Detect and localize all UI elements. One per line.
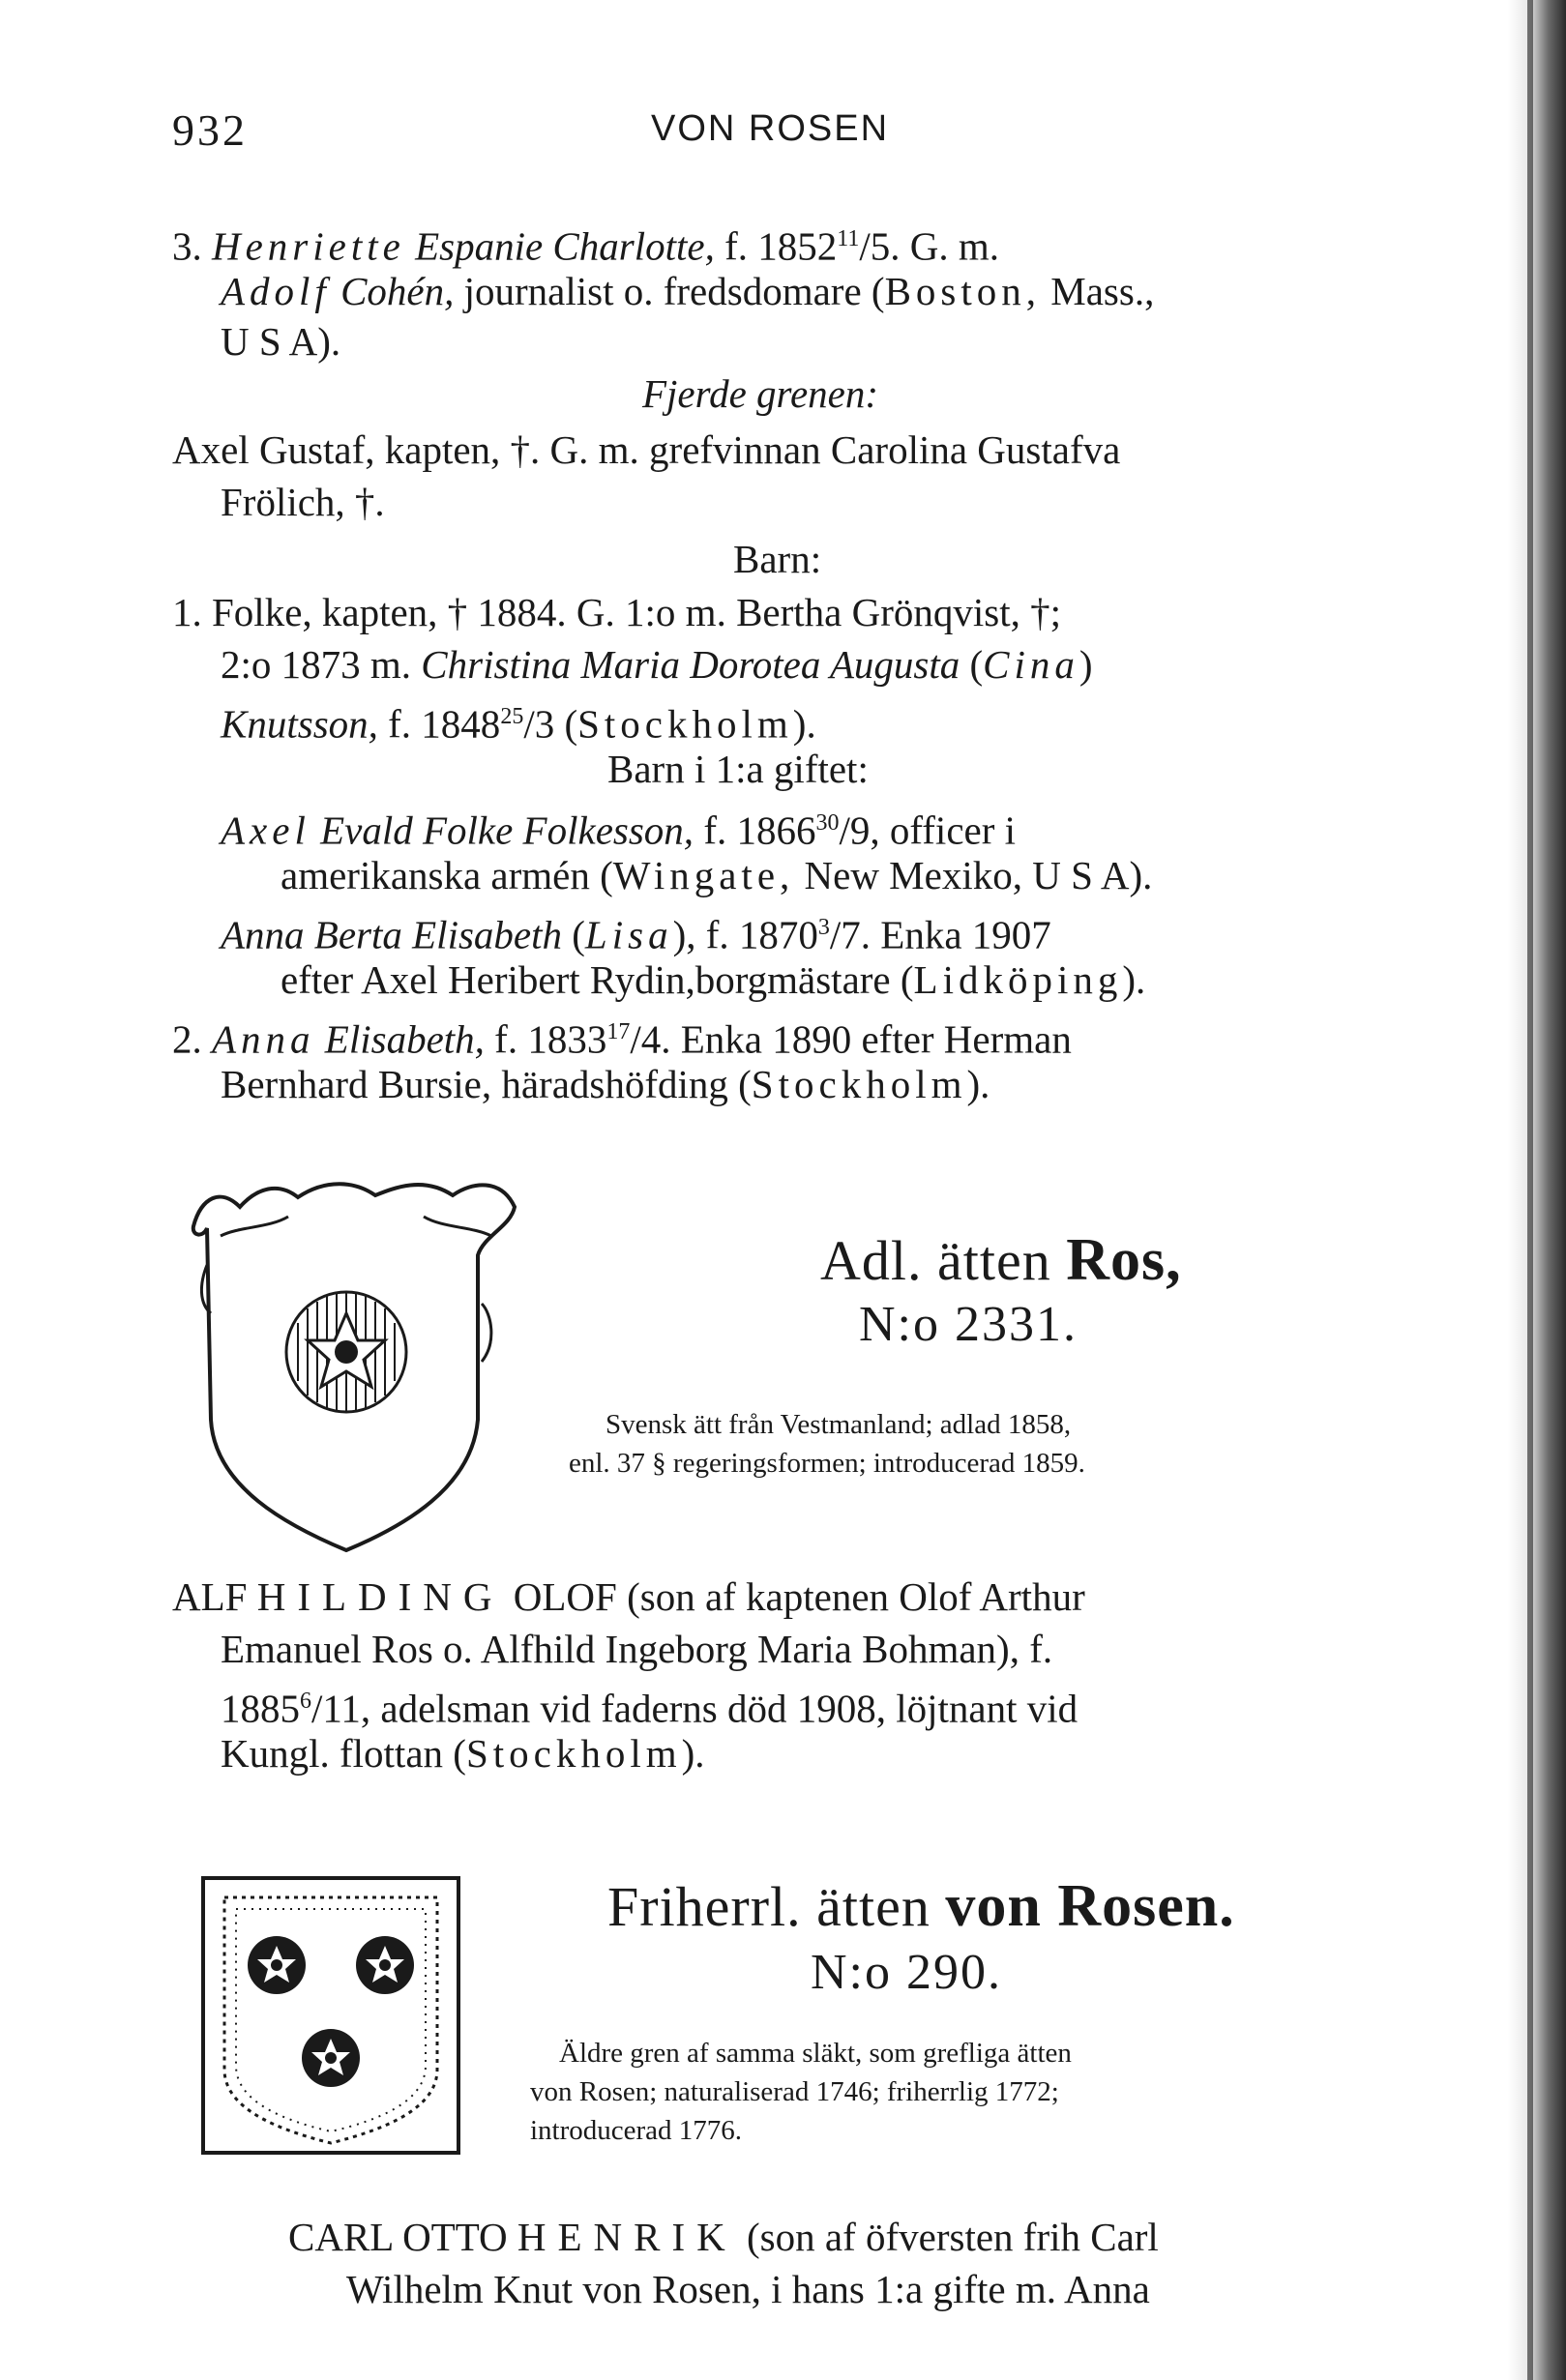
page-header	[172, 104, 1401, 162]
grandchild1-line2: amerikanska armén (Wingate, New Mexiko, U S A).	[281, 853, 1153, 897]
grandchild1-line1: Axel Evald Folke Folkesson, f. 1866$^{30}$/9, officer i	[221, 808, 1017, 853]
child2-line2: Bernhard Bursie, häradshöfding (Stockholm).	[221, 1062, 990, 1106]
entry3-line2: Adolf Cohén, journalist o. fredsdomare (Boston, Mass.,	[221, 269, 1155, 313]
entry3-line3: U S A).	[221, 319, 341, 364]
alf-line3: 1885$^6$/11, adelsman vid faderns död 1908, löjtnant vid	[221, 1686, 1078, 1731]
carl-line2: Wilhelm Knut von Rosen, i hans 1:a gifte m. Anna	[346, 2267, 1150, 2311]
rose-icon	[248, 1936, 414, 2087]
child1-line1: 1. Folke, kapten, † 1884. G. 1:o m. Bertha Grönqvist, †;	[172, 590, 1061, 634]
child1-line2: 2:o 1873 m. Christina Maria Dorotea Augusta (Cina)	[221, 642, 1093, 687]
grandchild2-line1: Anna Berta Elisabeth (Lisa), f. 1870$^3$/7. Enka 1907	[221, 912, 1051, 957]
ros-desc-line2: enl. 37 § regeringsformen; introducerad 1859.	[569, 1448, 1085, 1479]
alf-line2: Emanuel Ros o. Alfhild Ingeborg Maria Bohman), f.	[221, 1627, 1053, 1671]
rose-icon	[286, 1292, 406, 1412]
running-head: VON ROSEN	[651, 108, 890, 149]
children-heading: Barn:	[733, 537, 822, 581]
ros-coat-of-arms	[182, 1168, 532, 1555]
ros-title: Adl. ätten Ros,	[820, 1227, 1182, 1293]
page-number: 932	[172, 105, 248, 155]
book-binding-edge	[1527, 0, 1533, 2380]
rosen-desc-line2: von Rosen; naturaliserad 1746; friherrlig 1772;	[530, 2076, 1059, 2107]
child1-line3: Knutsson, f. 1848$^{25}$/3 (Stockholm).	[221, 701, 816, 747]
child2-line1: 2. Anna Elisabeth, f. 1833$^{17}$/4. Enka 1890 efter Herman	[172, 1016, 1072, 1062]
carl-line1: CARL OTTO HENRIK (son af öfversten frih Carl	[288, 2215, 1159, 2259]
rosen-title: Friherrl. ätten von Rosen.	[607, 1873, 1235, 1939]
rosen-number: N:o 290.	[811, 1945, 1002, 2000]
branch-line2: Frölich, †.	[221, 480, 385, 524]
alf-line1: ALF HILDING OLOF (son af kaptenen Olof Arthur	[172, 1574, 1085, 1619]
branch-heading: Fjerde grenen:	[642, 371, 878, 416]
alf-line4: Kungl. flottan (Stockholm).	[221, 1731, 705, 1776]
branch-line1: Axel Gustaf, kapten, †. G. m. grefvinnan Carolina Gustafva	[172, 427, 1121, 472]
von-rosen-coat-of-arms	[201, 1876, 460, 2155]
ros-desc-line1: Svensk ätt från Vestmanland; adlad 1858,	[606, 1409, 1072, 1440]
rosen-desc-line3: introducerad 1776.	[530, 2115, 743, 2146]
ros-number: N:o 2331.	[859, 1297, 1078, 1352]
rosen-desc-line1: Äldre gren af samma släkt, som grefliga ätten	[559, 2038, 1072, 2069]
entry3-line1: 3. Henriette Espanie Charlotte, f. 1852$^{11}$/5. G. m.	[172, 223, 1000, 269]
book-binding-shadow	[1508, 0, 1566, 2380]
grandchild2-line2: efter Axel Heribert Rydin,borgmästare (Lidköping).	[281, 957, 1146, 1002]
sub-heading: Barn i 1:a giftet:	[607, 747, 869, 791]
